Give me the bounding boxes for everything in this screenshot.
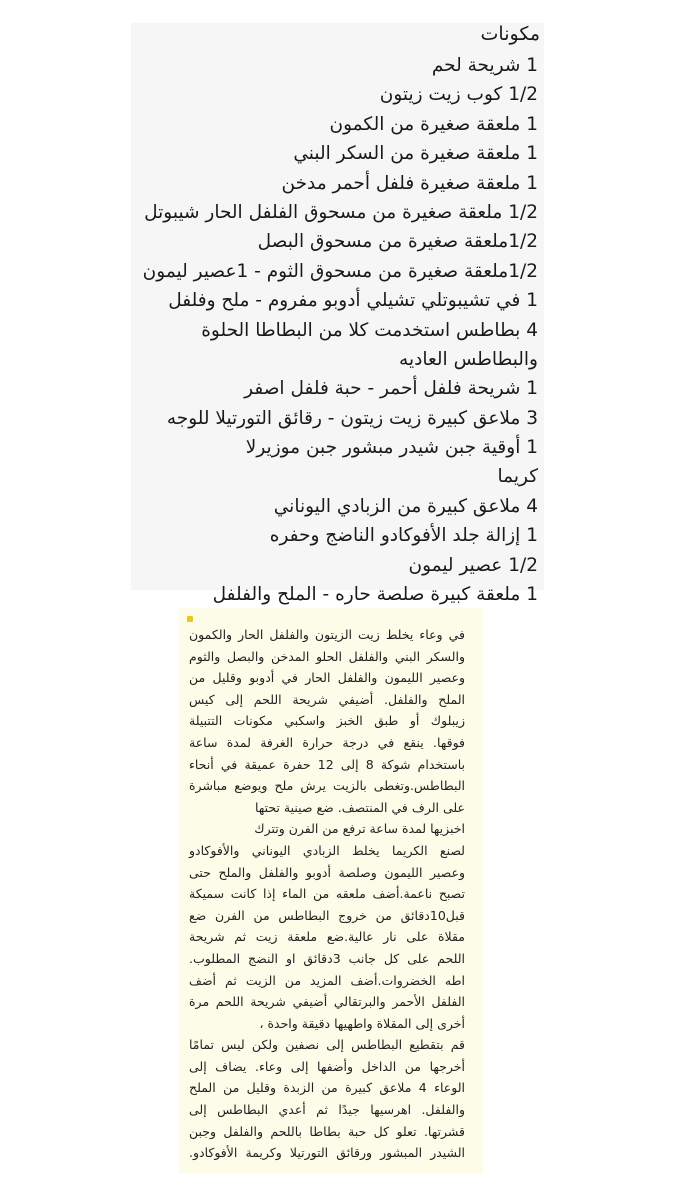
method-line: والسكر البني والفلفل الحلو المدخن والبصل والثوم [189,648,465,664]
method-line: اللحم على كل جانب 3دقائق او النضج المطلوب. [189,950,465,966]
ingredient-item: 1 أوقية جبن شيدر مبشور جبن موزيرلا [245,437,538,459]
method-line: زيبلوك أو طبق الخبز واسكبي مكونات التتبيلة [189,713,465,729]
ingredient-item: 1 ملعقة صغيرة فلفل أحمر مدخن [281,172,538,194]
ingredients-title: مكونات [480,23,540,45]
ingredient-item: 1 شريحة فلفل أحمر - حبة فلفل اصفر [244,378,538,400]
method-text [189,624,465,1164]
ingredient-item: 1 إزالة جلد الأفوكادو الناضج وحفره [269,525,538,547]
method-line: وعصير الليمون وصلصة أدوبو والفلفل والملح حتى [189,864,465,880]
method-line: أخرجها من الداخل وأضفها إلى وعاء. يضاف إلى [189,1058,465,1074]
ingredient-item: 1/2ملعقة صغيرة من مسحوق الثوم - 1عصير ليمون [142,260,538,282]
ingredient-item: 1 ملعقة صغيرة من السكر البني [293,143,538,165]
ingredient-item: 1/2 عصير ليمون [408,554,538,576]
method-line: قبل10دقائق من خروج البطاطس من الفرن ضع [189,907,465,923]
method-line: اطه الخضروات.أضف المزيد من الزيت ثم أضف [189,972,465,988]
ingredient-item: 1 ملعقة كبيرة صلصة حاره - الملح والفلفل [212,584,538,606]
method-line: الفلفل الأحمر والبرتقالي أضيفي شريحة اللحم مرة [189,994,465,1010]
method-line: في وعاء يخلط زيت الزيتون والفلفل الحار والكمون [189,627,465,642]
ingredient-item: 3 ملاعق كبيرة زيت زيتون - رقائق التورتيلا للوجه [166,407,538,429]
ingredient-item: والبطاطس العاديه [399,348,538,370]
method-line: اخبزيها لمدة ساعة ترفع من الفرن وتترك [254,821,465,837]
method-line: الشيدر المبشور ورقائق التورتيلا وكريمة الأفوكادو. [189,1145,465,1161]
ingredient-item: 1 في تشيبوتلي تشيلي أدوبو مفروم - ملح وفلفل [168,290,538,312]
method-line: مقلاة على نار عالية.ضع ملعقة زيت ثم شريحة [189,929,465,945]
ingredient-item: كريما [497,466,538,488]
ingredient-item: 4 ملاعق كبيرة من الزبادي اليوناني [273,495,538,517]
ingredient-item: 1/2 ملعقة صغيرة من مسحوق الفلفل الحار شيبوتل [144,201,538,223]
method-line: الوعاء 4 ملاعق كبيرة من الزبدة وقليل من الملح [189,1080,465,1096]
method-note-card [179,608,483,1174]
ingredient-item: 1/2 كوب زيت زيتون [379,84,538,106]
note-marker-icon [187,616,193,622]
method-line: أخرى إلى المقلاة واطهيها دقيقة واحدة ، [259,1015,465,1031]
method-line: فوقها. ينقع في درجة حرارة الغرفة لمدة ساعة [189,734,465,750]
ingredients-list [131,51,544,609]
ingredient-item: 4 بطاطس استخدمت كلا من البطاطا الحلوة [201,319,538,341]
ingredient-item: 1 ملعقة صغيرة من الكمون [329,113,538,135]
method-line: الملح والفلفل. أضيفي شريحة اللحم إلى كيس [189,691,465,707]
method-line: والفلفل. اهرسيها جيدًا ثم أعدي البطاطس إلى [189,1102,465,1118]
method-line: وعصير الليمون والفلفل الحار في أدوبو وقليل من [189,670,465,686]
method-line: باستخدام شوكة 8 إلى 12 حفرة عميقة في أنحاء [189,756,465,772]
ingredients-card [131,23,544,606]
ingredient-item: 1 شريحة لحم [431,55,538,76]
method-line: البطاطس.وتغطى بالزيت يرش ملح ويوضع مباشرة [189,778,465,794]
method-line: تصبح ناعمة.أضف ملعقه من الماء إذا كانت سميكة [189,886,465,902]
method-line: قشرتها. تعلو كل حبة بطاطا باللحم والفلفل وجبن [189,1123,465,1139]
ingredient-item: 1/2ملعقة صغيرة من مسحوق البصل [257,231,538,253]
method-line: قم بتقطيع البطاطس إلى نصفين ولكن ليس تمامًا [189,1037,465,1053]
method-line: على الرف في المنتصف. ضع صينية تحتها [255,799,465,815]
method-line: لصنع الكريما يخلط الزبادي اليوناني والأفوكادو [189,842,465,858]
